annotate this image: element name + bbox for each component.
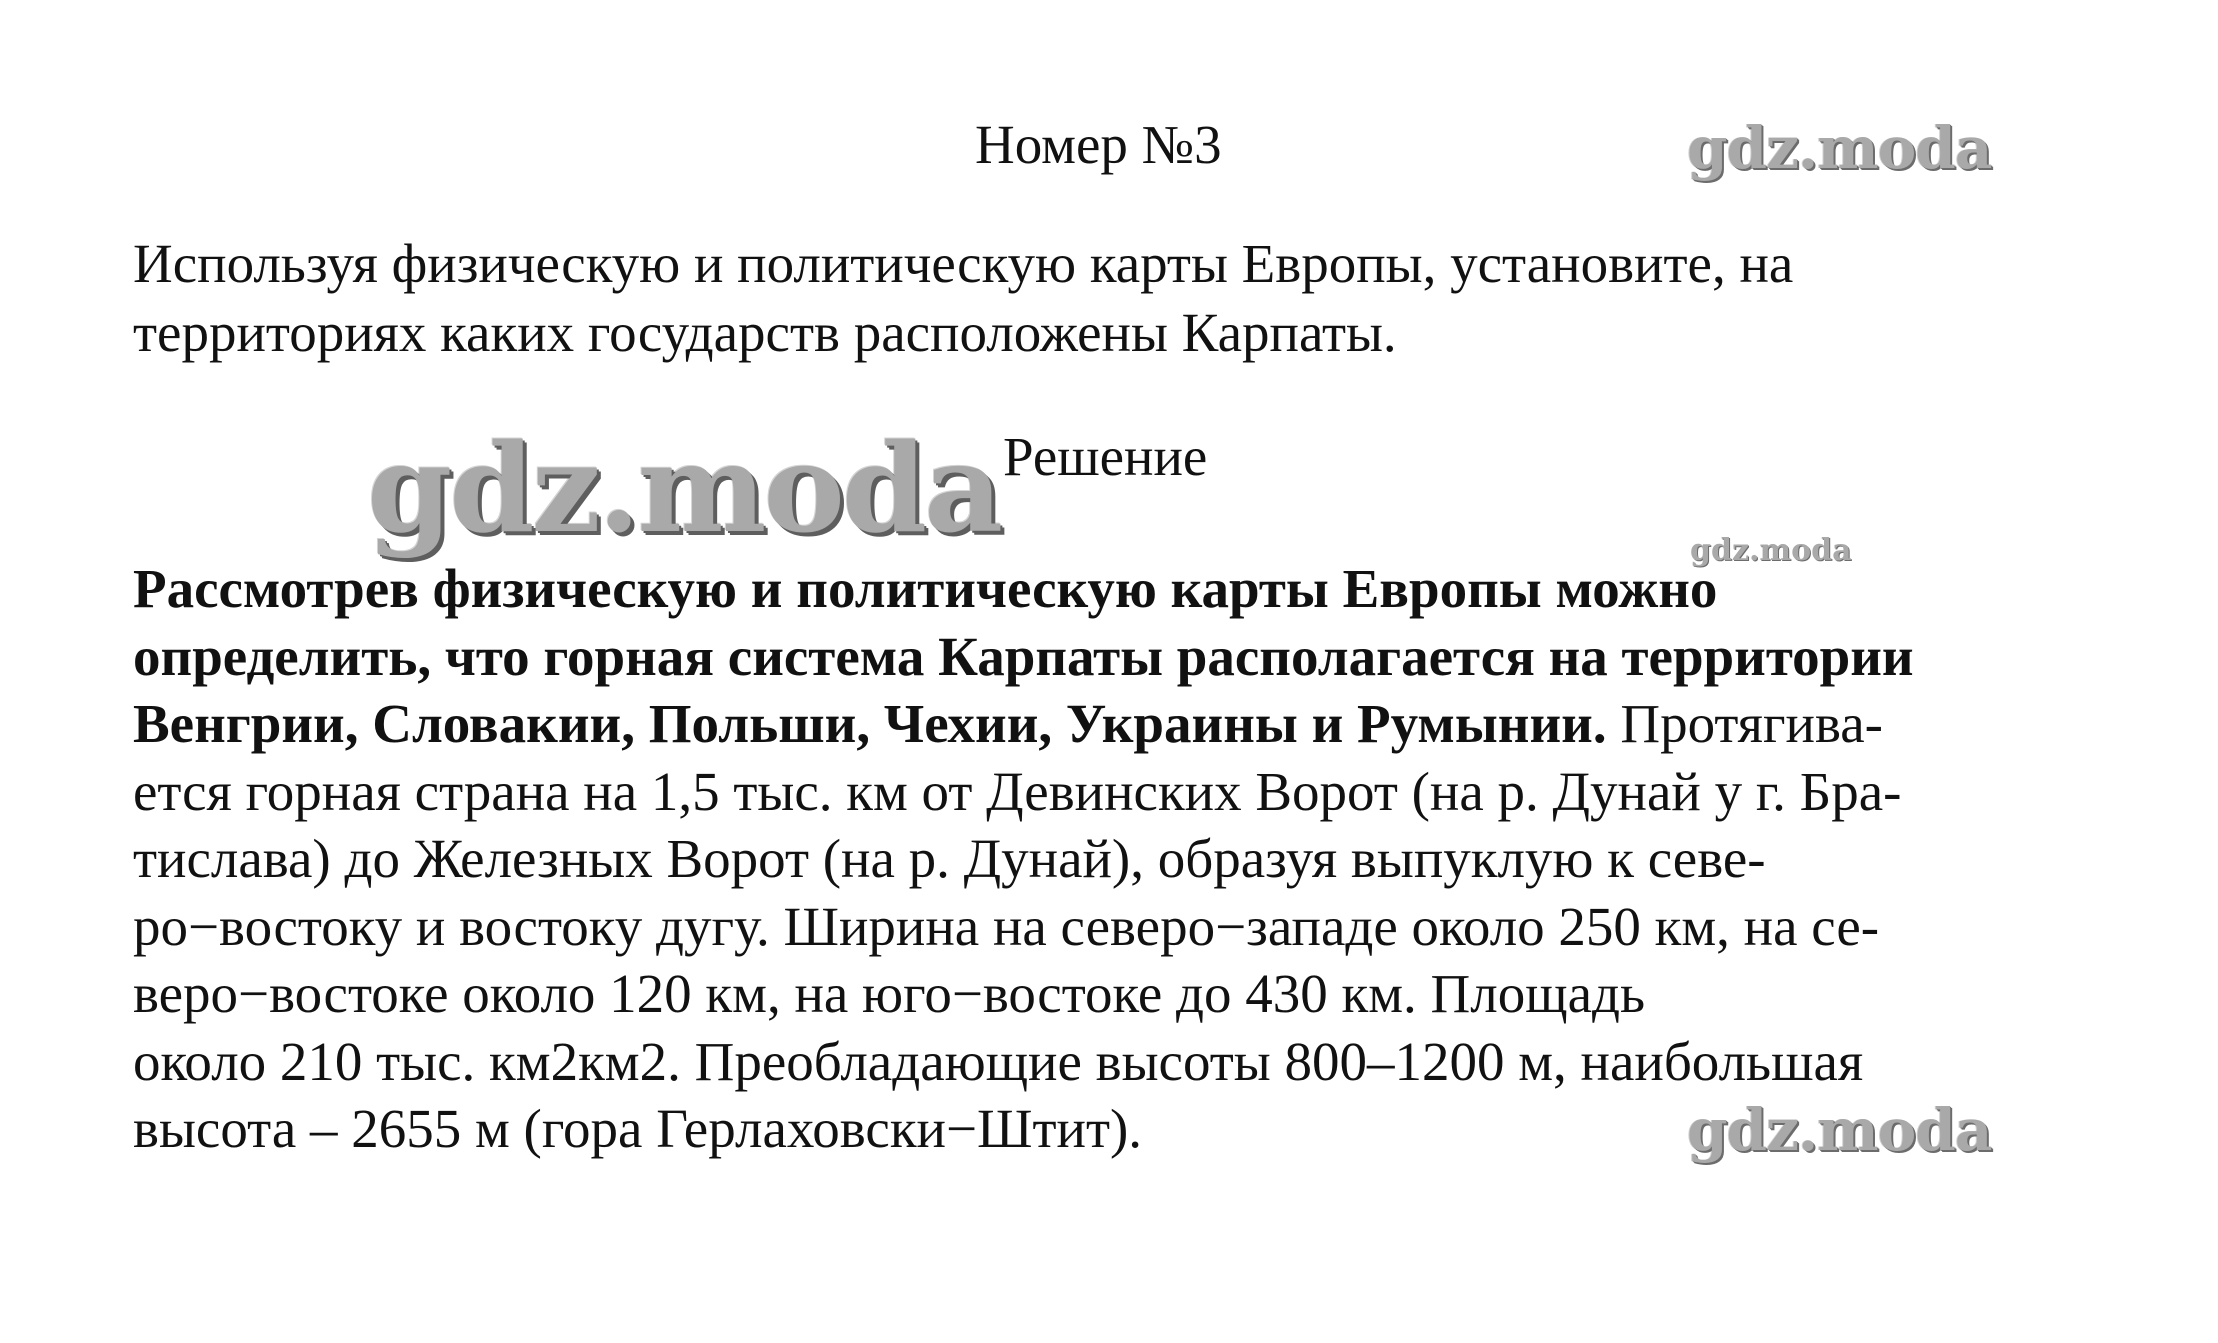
watermark-bottom: gdz.moda: [1687, 1096, 1992, 1164]
answer-line: ро−востоку и востоку дугу. Ширина на северо−западе около 250 км, на се-: [133, 895, 1880, 957]
answer-text: [133, 555, 2093, 1163]
answer-line: тислава) до Железных Ворот (на р. Дунай), образуя выпуклую к севе-: [133, 828, 1766, 889]
watermark-top: gdz.moda: [1687, 114, 1992, 182]
task-text: [133, 229, 2093, 367]
answer-regular-text: Протягива-: [1606, 693, 1883, 754]
task-line: территориях каких государств расположены Карпаты.: [133, 302, 1397, 363]
answer-line: веро−востоке около 120 км, на юго−востоке до 430 км. Площадь: [133, 963, 1646, 1024]
answer-bold-text: Рассмотрев физическую и политическую карты Европы можно: [133, 558, 1718, 619]
page-title: Номер №3: [975, 114, 1222, 175]
watermark-small: gdz.moda: [1690, 533, 1852, 568]
watermark-large: gdz.moda: [367, 416, 1001, 560]
answer-line: около 210 тыс. км2км2. Преобладающие высоты 800–1200 м, наибольшая: [133, 1030, 1864, 1092]
solution-heading: Решение: [1003, 426, 1208, 487]
answer-line: [133, 623, 2093, 691]
answer-line: [133, 690, 2093, 758]
answer-bold-text: Венгрии, Словакии, Польши, Чехии, Украины и Румынии.: [133, 693, 1607, 754]
answer-line: высота – 2655 м (гора Герлаховски−Штит).: [133, 1098, 1143, 1159]
answer-bold-text: определить, что горная система Карпаты располагается на территории: [133, 625, 1914, 687]
answer-line: [133, 555, 2093, 623]
task-line: Используя физическую и политическую карты Европы, установите, на: [133, 233, 1794, 294]
answer-line: ется горная страна на 1,5 тыс. км от Девинских Ворот (на р. Дунай у г. Бра-: [133, 760, 1902, 822]
